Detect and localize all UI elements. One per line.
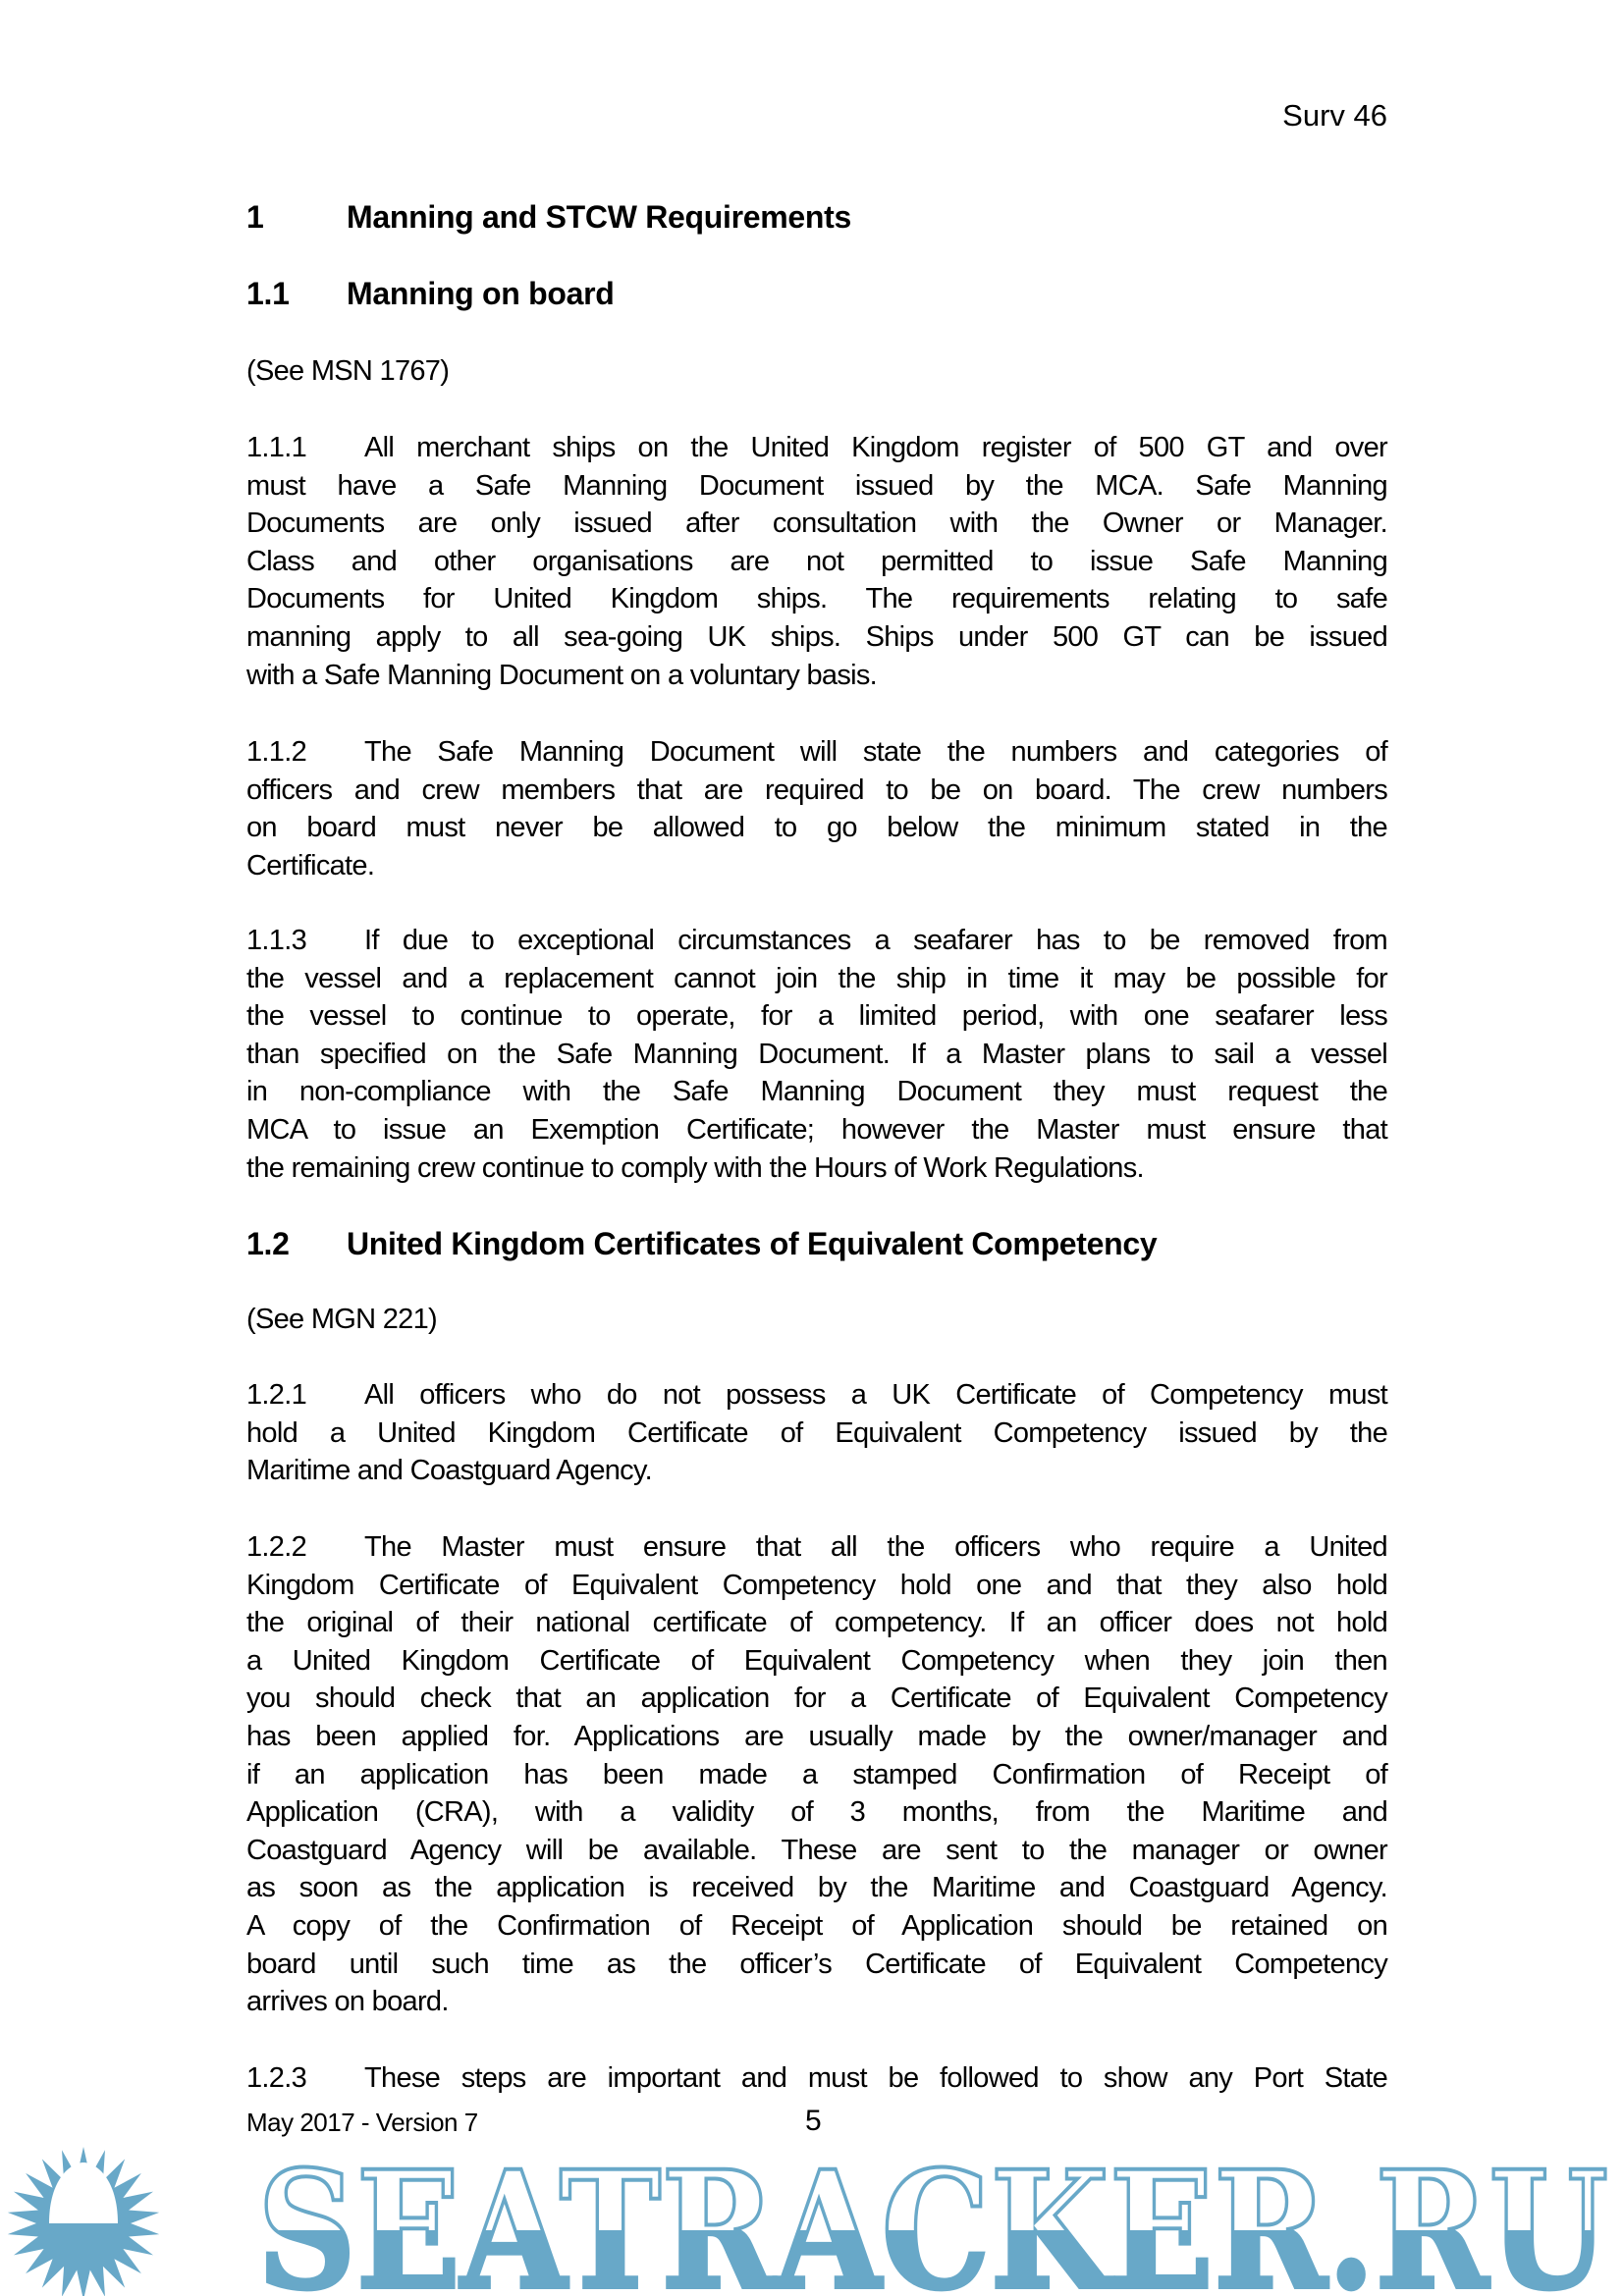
paragraph-number: 1.2.2 — [246, 1531, 306, 1563]
paragraph-line — [246, 733, 1387, 772]
paragraph-line — [246, 1756, 1387, 1794]
heading-title: Manning and STCW Requirements — [347, 199, 851, 235]
heading-title: United Kingdom Certificates of Equivalent Competency — [347, 1226, 1158, 1261]
heading-section-1 — [246, 199, 851, 236]
footer-version: May 2017 - Version 7 — [246, 2108, 478, 2137]
paragraph-1-2-1 — [246, 1376, 1387, 1490]
paragraph-text: the vessel to continue to operate, for a limited period, with one seafarer less — [246, 1000, 1387, 1033]
paragraph-text: Certificate. — [246, 849, 375, 881]
paragraph-text: the remaining crew continue to comply with the Hours of Work Regulations. — [246, 1151, 1144, 1184]
document-reference: Surv 46 — [1282, 98, 1387, 133]
paragraph-text: MCA to issue an Exemption Certificate; however the Master must ensure that — [246, 1113, 1387, 1146]
heading-section-1-2 — [246, 1226, 1157, 1262]
paragraph-number: 1.1.1 — [246, 432, 306, 463]
paragraph-text: in non-compliance with the Safe Manning Document they must request the — [246, 1076, 1387, 1108]
paragraph-line — [246, 1111, 1387, 1149]
seatracker-watermark — [0, 2145, 1623, 2296]
paragraph-line — [246, 1793, 1387, 1832]
paragraph-line — [246, 1907, 1387, 1946]
paragraph-text: Coastguard Agency will be available. These are sent to the manager or owner — [246, 1834, 1387, 1866]
paragraph-line — [246, 505, 1387, 543]
paragraph-1-1-1 — [246, 429, 1387, 694]
paragraph-text: (See MGN 221) — [246, 1304, 437, 1335]
paragraph-text: Documents for United Kingdom ships. The requirements relating to safe — [246, 583, 1387, 615]
watermark-text: SEATRACKER.RU — [257, 2145, 1608, 2296]
paragraph-line — [246, 1073, 1387, 1111]
paragraph-number: 1.2.3 — [246, 2062, 306, 2094]
paragraph-line — [246, 580, 1387, 618]
paragraph-line — [246, 1718, 1387, 1756]
paragraph-text: hold a United Kingdom Certificate of Equivalent Competency issued by the — [246, 1416, 1387, 1449]
paragraph-text: officers and crew members that are required to be on board. The crew numbers — [246, 774, 1387, 806]
paragraph-text: than specified on the Safe Manning Document. If a Master plans to sail a vessel — [246, 1038, 1387, 1070]
paragraph-line — [246, 1680, 1387, 1718]
paragraph-text: (See MSN 1767) — [246, 355, 450, 387]
paragraph-text: the vessel and a replacement cannot join the ship in time it may be possible for — [246, 962, 1387, 994]
heading-section-1-1 — [246, 276, 615, 312]
paragraph-line — [246, 1415, 1387, 1453]
paragraph-text: with a Safe Manning Document on a voluntary basis. — [246, 659, 878, 691]
paragraph-text: if an application has been made a stamped Confirmation of Receipt of — [246, 1758, 1387, 1790]
paragraph-text: A copy of the Confirmation of Receipt of Application should be retained on — [246, 1909, 1387, 1942]
paragraph-line — [246, 657, 1387, 695]
paragraph-text: manning apply to all sea-going UK ships. Ships under 500 GT can be issued — [246, 620, 1387, 653]
paragraph-text: Documents are only issued after consultation with the Owner or Manager. — [246, 507, 1387, 540]
paragraph-1-1-2 — [246, 733, 1387, 884]
paragraph-line — [246, 847, 1387, 885]
paragraph-text: The Safe Manning Document will state the numbers and categories of — [364, 736, 1387, 768]
paragraph-line — [246, 1983, 1387, 2021]
paragraph-text: Kingdom Certificate of Equivalent Competency hold one and that they also hold — [246, 1569, 1387, 1601]
paragraph-text: on board must never be allowed to go below the minimum stated in the — [246, 812, 1387, 844]
paragraph-line — [246, 960, 1387, 998]
heading-title: Manning on board — [347, 276, 615, 311]
heading-number: 1.2 — [246, 1226, 290, 1261]
paragraph-line — [246, 2059, 1387, 2098]
paragraph-number: 1.2.1 — [246, 1379, 306, 1411]
paragraph-text: Class and other organisations are not permitted to issue Safe Manning — [246, 545, 1387, 577]
paragraph-text: The Master must ensure that all the officers who require a United — [364, 1531, 1387, 1563]
paragraph-text: All officers who do not possess a UK Certificate of Competency must — [364, 1379, 1387, 1411]
paragraph-text: the original of their national certificate of competency. If an officer does not hold — [246, 1607, 1387, 1639]
paragraph-line — [246, 1036, 1387, 1074]
paragraph-line — [246, 1869, 1387, 1907]
heading-number: 1.1 — [246, 276, 290, 311]
paragraph-1-2-3 — [246, 2059, 1387, 2098]
paragraph-text: If due to exceptional circumstances a seafarer has to be removed from — [364, 925, 1387, 956]
paragraph-line — [246, 1567, 1387, 1605]
paragraph-text: as soon as the application is received by the Maritime and Coastguard Agency. — [246, 1872, 1387, 1904]
paragraph-text: These steps are important and must be followed to show any Port State — [364, 2062, 1387, 2094]
paragraph-line — [246, 809, 1387, 847]
paragraph-text: must have a Safe Manning Document issued by the MCA. Safe Manning — [246, 469, 1387, 502]
paragraph-text: a United Kingdom Certificate of Equivalent Competency when they join then — [246, 1644, 1387, 1677]
paragraph-1-1-3 — [246, 922, 1387, 1187]
paragraph-1-2-2 — [246, 1528, 1387, 2021]
paragraph-text: you should check that an application for a Certificate of Equivalent Competency — [246, 1682, 1387, 1715]
paragraph-line — [246, 467, 1387, 506]
paragraph-see-mgn — [246, 1301, 1387, 1339]
paragraph-line — [246, 1376, 1387, 1415]
paragraph-line — [246, 1149, 1387, 1188]
paragraph-line — [246, 1832, 1387, 1870]
paragraph-line — [246, 997, 1387, 1036]
paragraph-line — [246, 922, 1387, 960]
paragraph-line — [246, 1642, 1387, 1681]
paragraph-line — [246, 1604, 1387, 1642]
paragraph-text: Application (CRA), with a validity of 3 months, from the Maritime and — [246, 1796, 1387, 1829]
paragraph-line — [246, 772, 1387, 810]
paragraph-text: arrives on board. — [246, 1986, 449, 2018]
paragraph-number: 1.1.3 — [246, 925, 306, 956]
heading-number: 1 — [246, 199, 264, 235]
paragraph-text: All merchant ships on the United Kingdom register of 500 GT and over — [364, 432, 1387, 463]
paragraph-text: board until such time as the officer’s Certificate of Equivalent Competency — [246, 1948, 1387, 1980]
paragraph-see-msn — [246, 352, 1387, 391]
paragraph-line — [246, 618, 1387, 657]
paragraph-line — [246, 1946, 1387, 1984]
paragraph-text: Maritime and Coastguard Agency. — [246, 1455, 652, 1487]
page-number: 5 — [805, 2105, 822, 2137]
paragraph-line — [246, 352, 1387, 391]
paragraph-line — [246, 429, 1387, 467]
paragraph-text: has been applied for. Applications are usually made by the owner/manager and — [246, 1720, 1387, 1752]
sun-logo-icon — [8, 2147, 159, 2296]
paragraph-line — [246, 1528, 1387, 1567]
paragraph-line — [246, 1301, 1387, 1339]
paragraph-line — [246, 543, 1387, 581]
paragraph-line — [246, 1452, 1387, 1490]
paragraph-number: 1.1.2 — [246, 736, 306, 768]
